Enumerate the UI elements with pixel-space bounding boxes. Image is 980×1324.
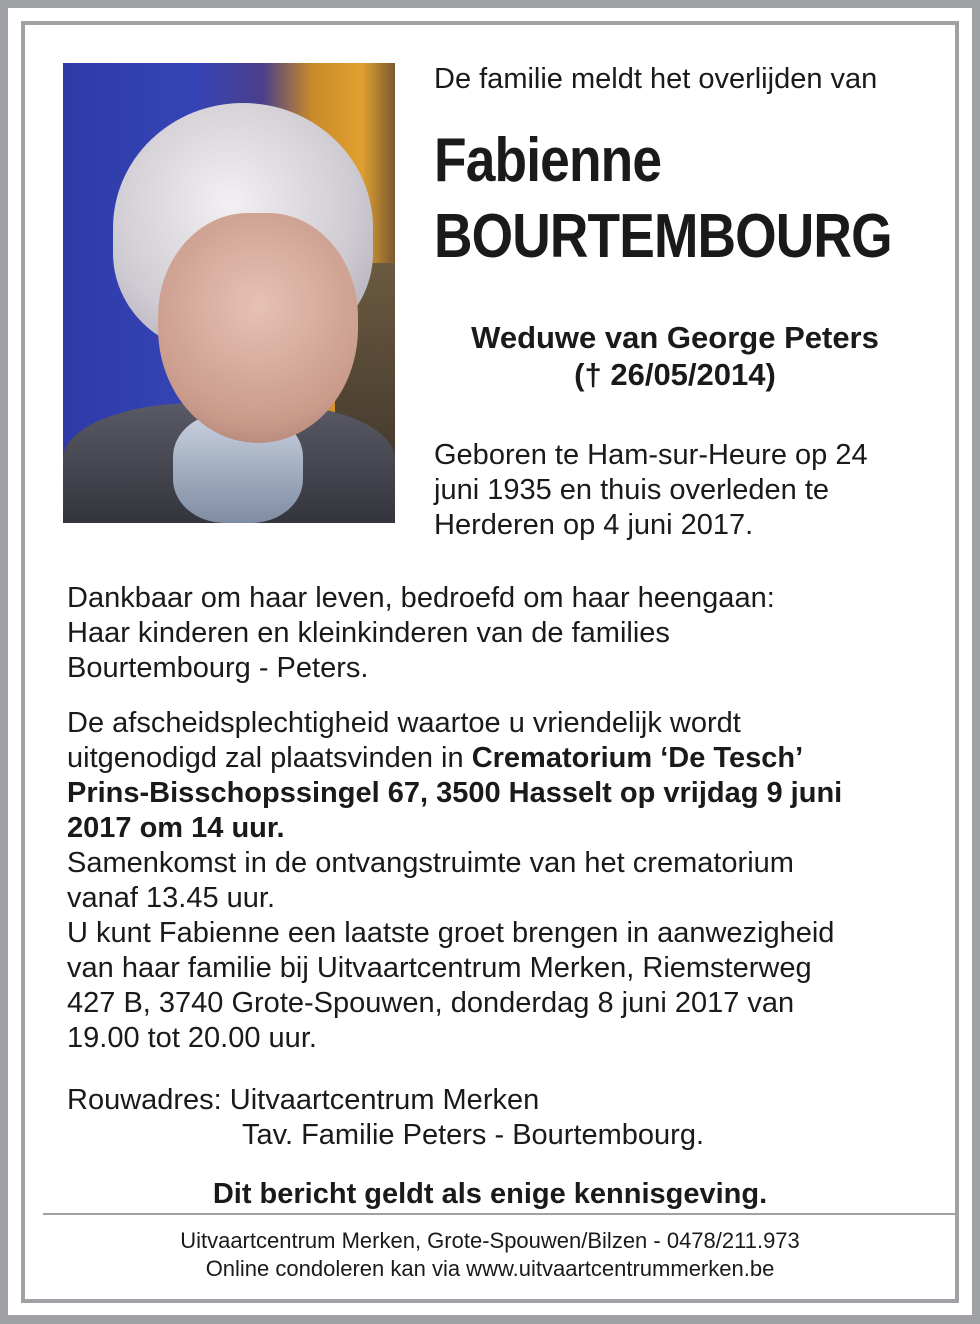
- thanks-paragraph: Dankbaar om haar leven, bedroefd om haar heengaan: Haar kinderen en kleinkinderen van de families Bourtembourg - Peters.: [67, 582, 775, 684]
- widow-line: Weduwe van George Peters: [471, 320, 879, 355]
- first-name: Fabienne: [434, 126, 662, 195]
- mourning-address: Rouwadres: Uitvaartcentrum Merken: [67, 1084, 540, 1116]
- mourning-address-attention: Tav. Familie Peters - Bourtembourg.: [242, 1119, 705, 1151]
- footer-contact: Uitvaartcentrum Merken, Grote-Spouwen/Bilzen - 0478/211.973: [180, 1228, 800, 1253]
- intro-text: De familie meldt het overlijden van: [434, 63, 878, 95]
- ceremony-paragraph: De afscheidsplechtigheid waartoe u vriendelijk wordt uitgenodigd zal plaatsvinden in Crematorium ‘De Tesch’ Prins-Bisschopssingel 67, 3500 Hasselt op vrijdag 9 juni 2017 om 14 uur. Samenkomst in de ontvangstruimte van het crematorium vanaf 13.45 uur. U kunt Fabienne een laatste groet brengen in aanwezigheid van haar familie bij Uitvaartcentrum Merken, Riemsterweg 427 B, 3740 Grote-Spouwen, donderdag 8 juni 2017 van 19.00 tot 20.00 uur.: [67, 707, 843, 1054]
- notice-card: [21, 21, 959, 1303]
- page-frame: [8, 8, 972, 1315]
- footer-website: Online condoleren kan via www.uitvaartcentrummerken.be: [205, 1256, 775, 1281]
- widow-date: († 26/05/2014): [574, 357, 776, 392]
- divider: [43, 1213, 955, 1215]
- last-name: BOURTEMBOURG: [434, 202, 892, 271]
- birth-death-info: Geboren te Ham-sur-Heure op 24 juni 1935 en thuis overleden te Herderen op 4 juni 2017.: [434, 439, 868, 541]
- portrait-photo: [63, 63, 395, 523]
- final-notice: Dit bericht geldt als enige kennisgeving.: [212, 1178, 768, 1210]
